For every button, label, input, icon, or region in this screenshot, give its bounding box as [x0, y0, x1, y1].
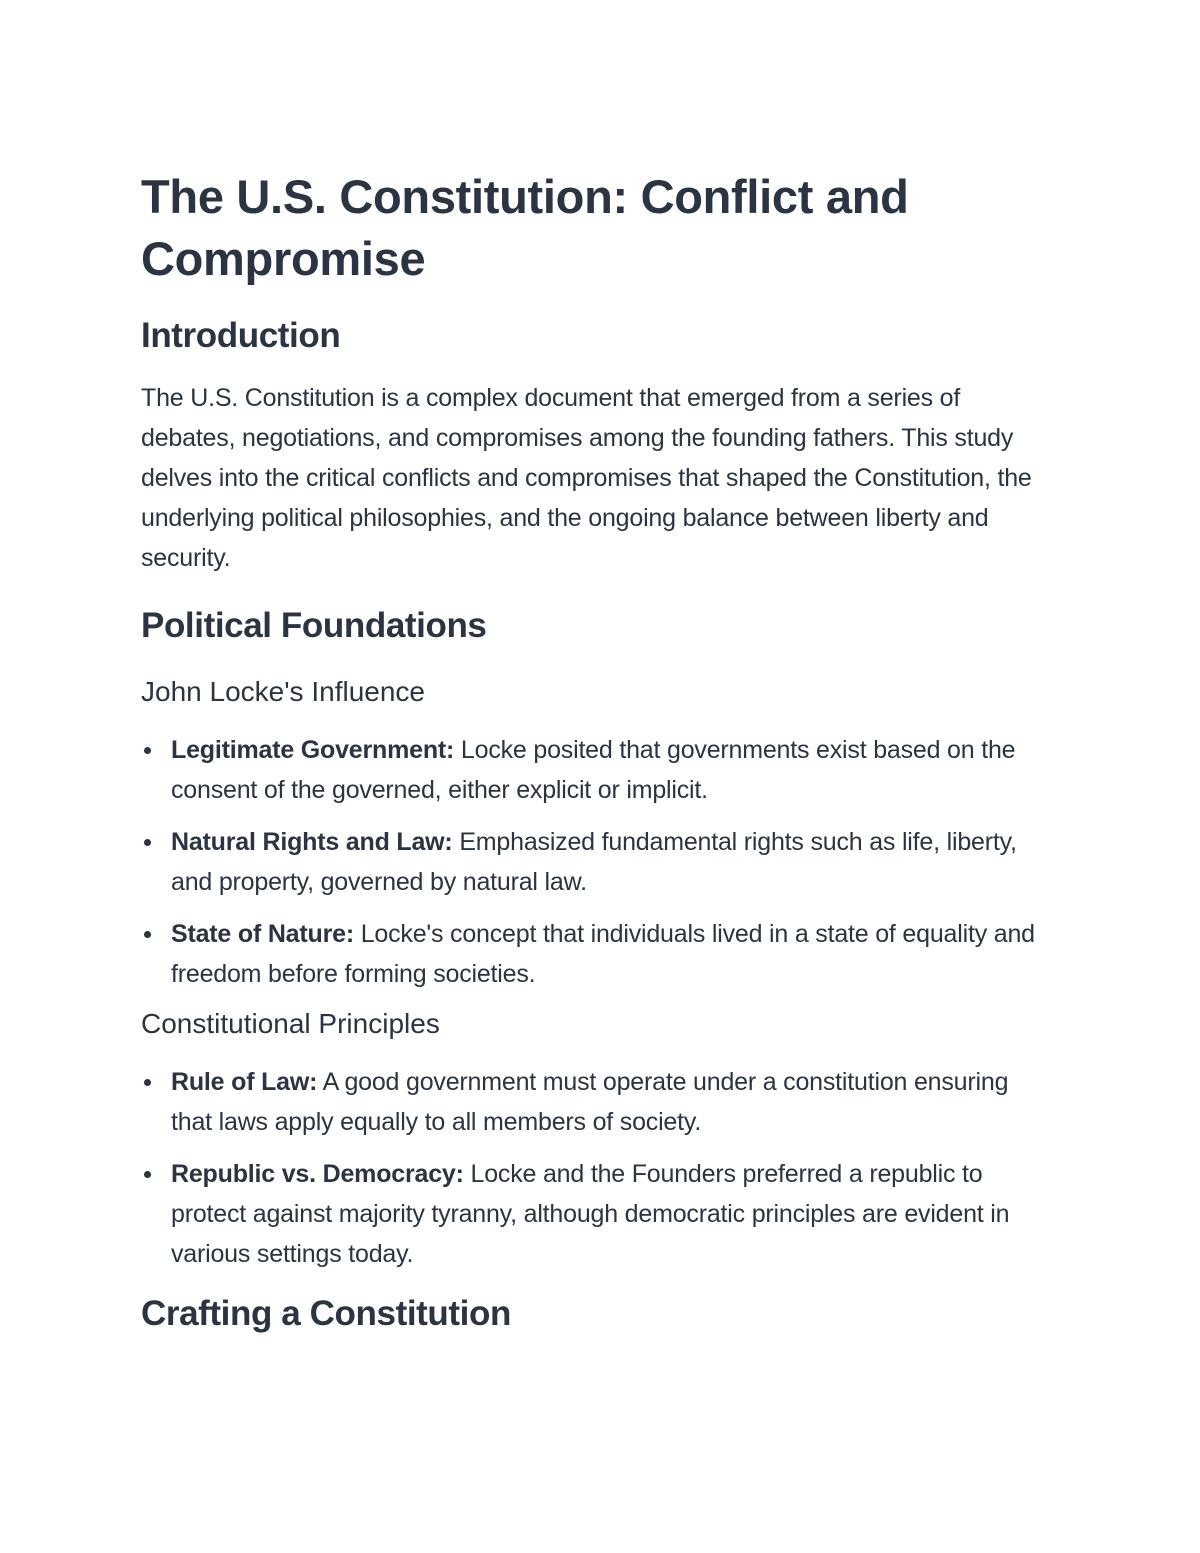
- subsection-heading-constitutional-principles: Constitutional Principles: [141, 1008, 440, 1039]
- page-title: The U.S. Constitution: Conflict and Compromise: [141, 170, 909, 285]
- list-item: [141, 914, 1051, 994]
- list-item-text: Locke and the Founders preferred a republic to protect against majority tyranny, although democratic principles are evident in various settings today.: [171, 1160, 1010, 1268]
- subsection-heading-locke: John Locke's Influence: [141, 676, 425, 707]
- list-item-term: State of Nature: [171, 920, 346, 948]
- list-item-text: Emphasized fundamental rights such as life, liberty, and property, governed by natural law.: [171, 828, 1017, 896]
- list-item-term: Rule of Law: [171, 1068, 310, 1096]
- list-item-term: Natural Rights and Law: [171, 828, 445, 856]
- bullet-icon: [144, 839, 151, 846]
- list-item: [141, 1154, 1051, 1274]
- list-item-term: Republic vs. Democracy: [171, 1160, 456, 1188]
- list-item: [141, 1062, 1051, 1142]
- term-separator: :: [455, 1160, 464, 1188]
- term-separator: :: [444, 828, 453, 856]
- bullet-icon: [144, 747, 151, 754]
- section-heading-crafting-constitution: Crafting a Constitution: [141, 1294, 511, 1333]
- list-item: [141, 730, 1051, 810]
- list-item: [141, 822, 1051, 902]
- term-separator: :: [345, 920, 354, 948]
- list-item-text: Locke's concept that individuals lived in a state of equality and freedom before forming societies.: [171, 920, 1035, 988]
- list-item-term: Legitimate Government: [171, 736, 447, 764]
- document-page: [141, 166, 1051, 1336]
- term-separator: :: [446, 736, 455, 764]
- section-heading-introduction: Introduction: [141, 316, 341, 355]
- locke-list: [141, 730, 1051, 994]
- term-separator: :: [309, 1068, 318, 1096]
- bullet-icon: [144, 1079, 151, 1086]
- bullet-icon: [144, 1171, 151, 1178]
- list-item-text: Locke posited that governments exist based on the consent of the governed, either explicit or implicit.: [171, 736, 1016, 804]
- introduction-paragraph: The U.S. Constitution is a complex document that emerged from a series of debates, negotiations, and compromises among the founding fathers. This study delves into the critical conflicts and compromises that shaped the Constitution, the underlying political philosophies, and the ongoing balance between liberty and security.: [141, 384, 1032, 572]
- bullet-icon: [144, 931, 151, 938]
- principles-list: [141, 1062, 1051, 1274]
- section-heading-political-foundations: Political Foundations: [141, 606, 487, 645]
- list-item-text: A good government must operate under a constitution ensuring that laws apply equally to all members of society.: [171, 1068, 1009, 1136]
